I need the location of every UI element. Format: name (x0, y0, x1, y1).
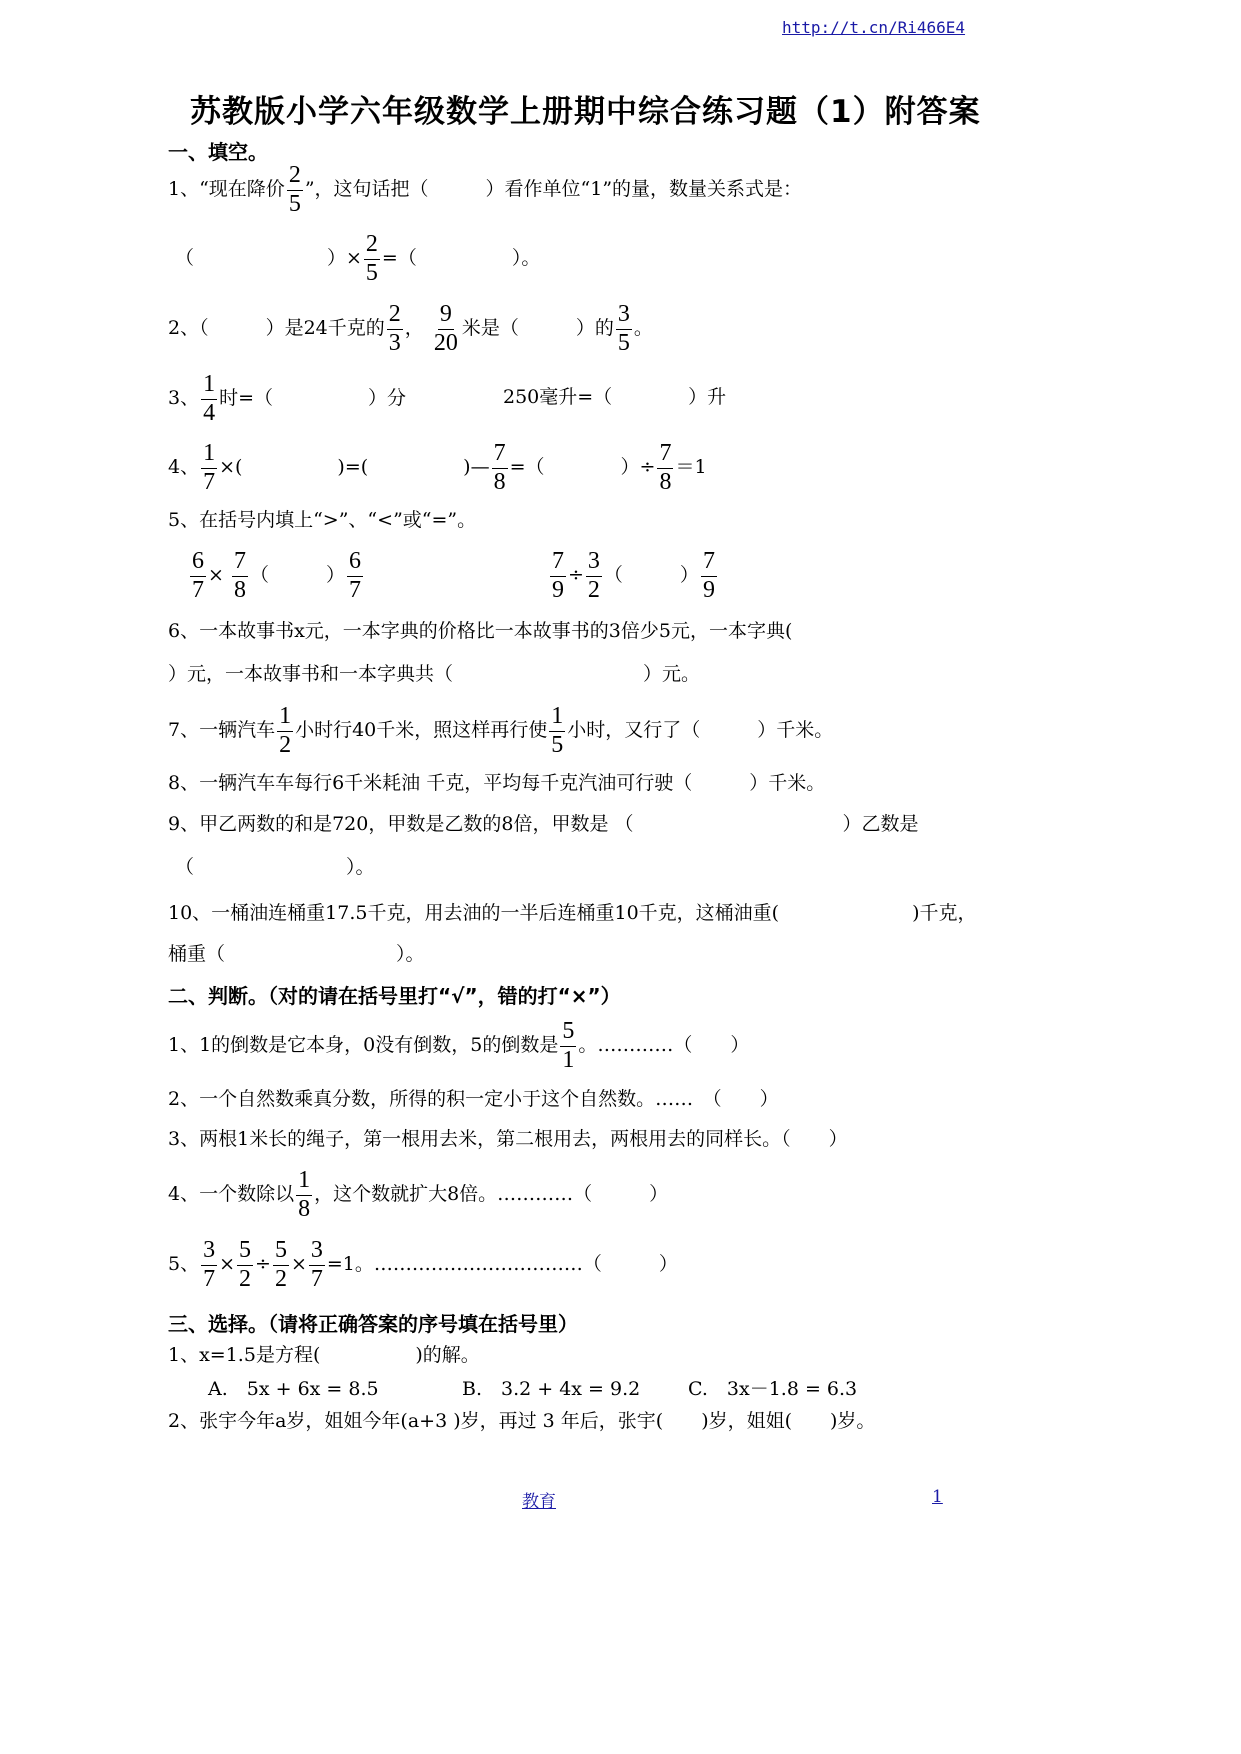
fraction-1-7: $\frac{1}{7}$ (203, 440, 216, 495)
fraction-1-2: $\frac{1}{2}$ (279, 703, 292, 758)
fraction-2-3: $\frac{2}{3}$ (388, 301, 401, 356)
fraction-5-1: $\frac{5}{1}$ (562, 1018, 575, 1073)
question-1-6-b: ）元，一本故事书和一本字典共（ ）元。 (168, 663, 701, 685)
question-1-4: 4、 $\frac{1}{7}$ ×( )=( )— $\frac{7}{8}$ =（ ）÷ $\frac{7}{8}$ ＝1 (168, 440, 707, 495)
option-c: C. 3x－1.8 = 6.3 (688, 1378, 858, 1400)
question-1-9: 9、甲乙两数的和是720，甲数是乙数的8倍，甲数是 （ ）乙数是 (168, 813, 919, 835)
question-2-5: 5、 $\frac{3}{7}$ × $\frac{5}{2}$ ÷ $\frac{5}{2}$ × $\frac{3}{7}$ =1。……………………………（ ） (168, 1237, 678, 1292)
fraction-1-8: $\frac{1}{8}$ (298, 1167, 311, 1222)
question-1-10-b: 桶重（ ）。 (168, 943, 425, 965)
option-b: B. 3.2 + 4x = 9.2 (462, 1378, 641, 1400)
fraction-7-9: $\frac{7}{9}$ (702, 548, 715, 603)
question-1-7: 7、一辆汽车 $\frac{1}{2}$ 小时行40千米，照这样再行使 $\frac{1}{5}$ 小时，又行了（ ）千米。 (168, 703, 834, 758)
fraction-7-8: $\frac{7}{8}$ (493, 440, 506, 495)
footer-label[interactable]: 教育 (522, 1492, 556, 1512)
fraction-6-7: $\frac{6}{7}$ (192, 548, 204, 603)
fraction-3-7: $\frac{3}{7}$ (310, 1237, 323, 1292)
page-title: 苏教版小学六年级数学上册期中综合练习题（1）附答案 (190, 94, 981, 130)
question-1-5-b: $\frac{7}{9}$ ÷ $\frac{3}{2}$ （ ） $\frac{7}{9}$ (552, 548, 715, 603)
option-a: A. 5x + 6x = 8.5 (208, 1378, 379, 1400)
question-2-4: 4、一个数除以 $\frac{1}{8}$ ，这个数就扩大8倍。…………（ ） (168, 1167, 669, 1222)
fraction-7-8: $\frac{7}{8}$ (659, 440, 672, 495)
fraction-9-20: $\frac{9}{20}$ (433, 301, 458, 356)
question-1-5: 5、在括号内填上“>”、“<”或“=”。 (168, 509, 477, 531)
question-1-8: 8、一辆汽车车每行6千米耗油 千克，平均每千克汽油可行驶（ ）千米。 (168, 772, 826, 794)
section-2-heading: 二、判断。（对的请在括号里打“√”，错的打“×”） (168, 984, 621, 1008)
question-2-3: 3、两根1米长的绳子，第一根用去米，第二根用去，两根用去的同样长。（ ） (168, 1128, 848, 1150)
fraction-3-2: $\frac{3}{2}$ (587, 548, 600, 603)
page-number: 1 (932, 1487, 943, 1507)
fraction-5-2: $\frac{5}{2}$ (274, 1237, 287, 1292)
section-1-heading: 一、填空。 (168, 140, 268, 164)
question-1-3: 3、 $\frac{1}{4}$ 时=（ ）分 (168, 371, 407, 426)
question-2-1: 1、1的倒数是它本身，0没有倒数，5的倒数是 $\frac{5}{1}$ 。…………（ ） (168, 1018, 750, 1073)
question-1-6: 6、一本故事书x元，一本字典的价格比一本故事书的3倍少5元，一本字典( (168, 620, 793, 642)
fraction-3-5: $\frac{3}{5}$ (617, 301, 630, 356)
question-3-2: 2、张宇今年a岁，姐姐今年(a+3 )岁，再过 3 年后，张宇( )岁，姐姐( )岁。 (168, 1410, 876, 1432)
fraction-7-9: $\frac{7}{9}$ (552, 548, 564, 603)
question-1-5-a: $\frac{6}{7}$ × $\frac{7}{8}$ （ ） $\frac{6}{7}$ (192, 548, 361, 603)
fraction-1-4: $\frac{1}{4}$ (203, 371, 216, 426)
question-2-2: 2、一个自然数乘真分数，所得的积一定小于这个自然数。…… （ ） (168, 1088, 779, 1110)
fraction-7-8: $\frac{7}{8}$ (233, 548, 246, 603)
question-1-1-formula: （ ）× $\frac{2}{5}$ =（ ）。 (175, 231, 541, 286)
question-1-3-b: 250毫升=（ ）升 (503, 386, 727, 408)
question-1-10: 10、一桶油连桶重17.5千克，用去油的一半后连桶重10千克，这桶油重( )千克， (168, 902, 977, 924)
section-3-heading: 三、选择。（请将正确答案的序号填在括号里） (168, 1312, 578, 1336)
header-link[interactable]: http://t.cn/Ri466E4 (782, 18, 966, 37)
question-1-1: 1、“现在降价 $\frac{2}{5}$ ”，这句话把（ ）看作单位“1”的量，数量关系式是： (168, 162, 803, 217)
question-1-9-b: （ ）。 (175, 856, 375, 878)
fraction-2-5: $\frac{2}{5}$ (288, 162, 301, 217)
fraction-5-2: $\frac{5}{2}$ (239, 1237, 252, 1292)
question-1-2: 2、（ ）是24千克的 $\frac{2}{3}$ ， $\frac{9}{20}$ 米是（ ）的 $\frac{3}{5}$ 。 (168, 301, 653, 356)
fraction-3-7: $\frac{3}{7}$ (203, 1237, 216, 1292)
fraction-1-5: $\frac{1}{5}$ (551, 703, 564, 758)
fraction-2-5: $\frac{2}{5}$ (365, 231, 378, 286)
fraction-6-7: $\frac{6}{7}$ (348, 548, 361, 603)
question-3-1: 1、x=1.5是方程( )的解。 (168, 1344, 480, 1366)
